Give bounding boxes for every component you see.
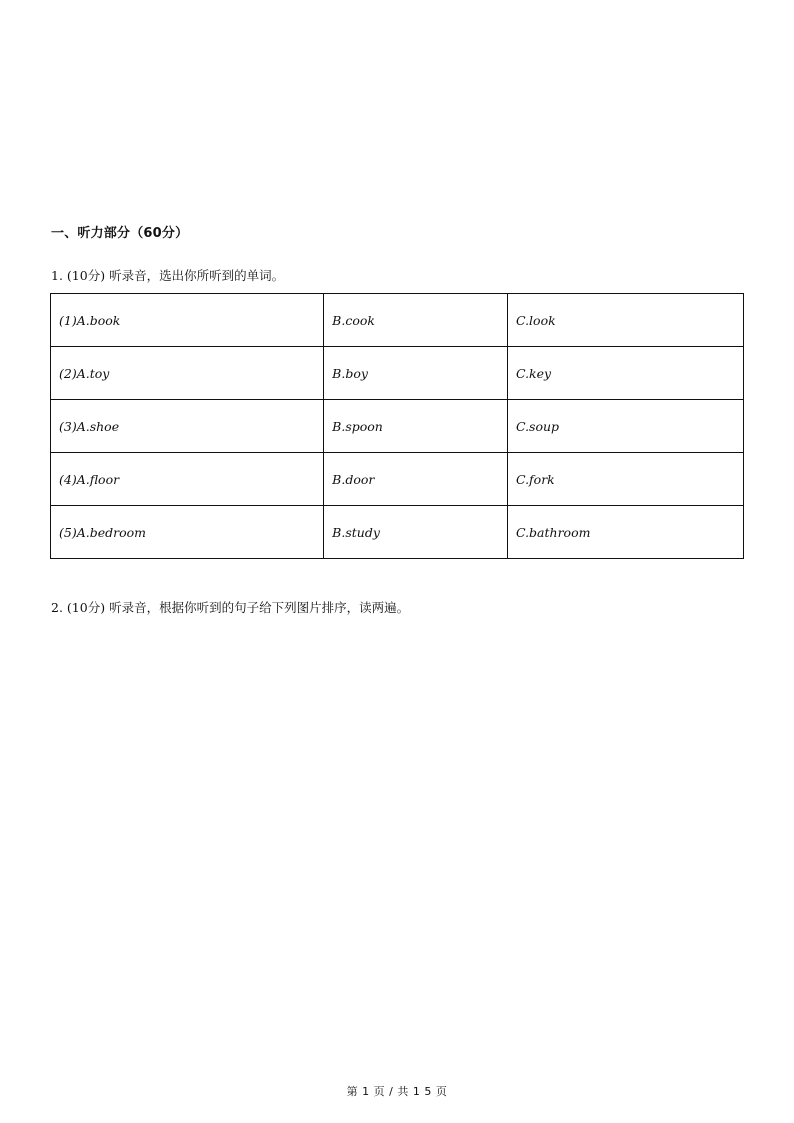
table-row	[51, 453, 744, 506]
question-number: 1.	[51, 268, 63, 283]
option-a-cell: (3)A.shoe	[51, 400, 324, 453]
table-row	[51, 347, 744, 400]
question-1	[51, 268, 284, 284]
option-a-cell: (2)A.toy	[51, 347, 324, 400]
option-b-cell: B.spoon	[324, 400, 508, 453]
table-row	[51, 400, 744, 453]
option-b-cell: B.cook	[324, 294, 508, 347]
word-choice-table	[50, 293, 744, 559]
option-c-cell: C.look	[507, 294, 743, 347]
option-c-cell: C.fork	[507, 453, 743, 506]
option-c-cell: C.key	[507, 347, 743, 400]
table-row	[51, 294, 744, 347]
option-c-cell: C.bathroom	[507, 506, 743, 559]
option-b-cell: B.boy	[324, 347, 508, 400]
section-title: 一、听力部分（60分）	[51, 226, 189, 241]
table-row	[51, 506, 744, 559]
option-b-cell: B.door	[324, 453, 508, 506]
page-footer: 第 1 页 / 共 1 5 页	[346, 1085, 448, 1098]
question-score: (10分)	[66, 600, 106, 615]
question-score: (10分)	[66, 268, 106, 283]
option-a-cell: (1)A.book	[51, 294, 324, 347]
question-number: 2.	[51, 600, 63, 615]
question-prompt: 听录音，根据你听到的句子给下列图片排序，读两遍。	[109, 600, 410, 615]
option-a-cell: (5)A.bedroom	[51, 506, 324, 559]
option-a-cell: (4)A.floor	[51, 453, 324, 506]
option-c-cell: C.soup	[507, 400, 743, 453]
question-2	[51, 600, 409, 616]
question-prompt: 听录音，选出你所听到的单词。	[109, 268, 285, 283]
option-b-cell: B.study	[324, 506, 508, 559]
